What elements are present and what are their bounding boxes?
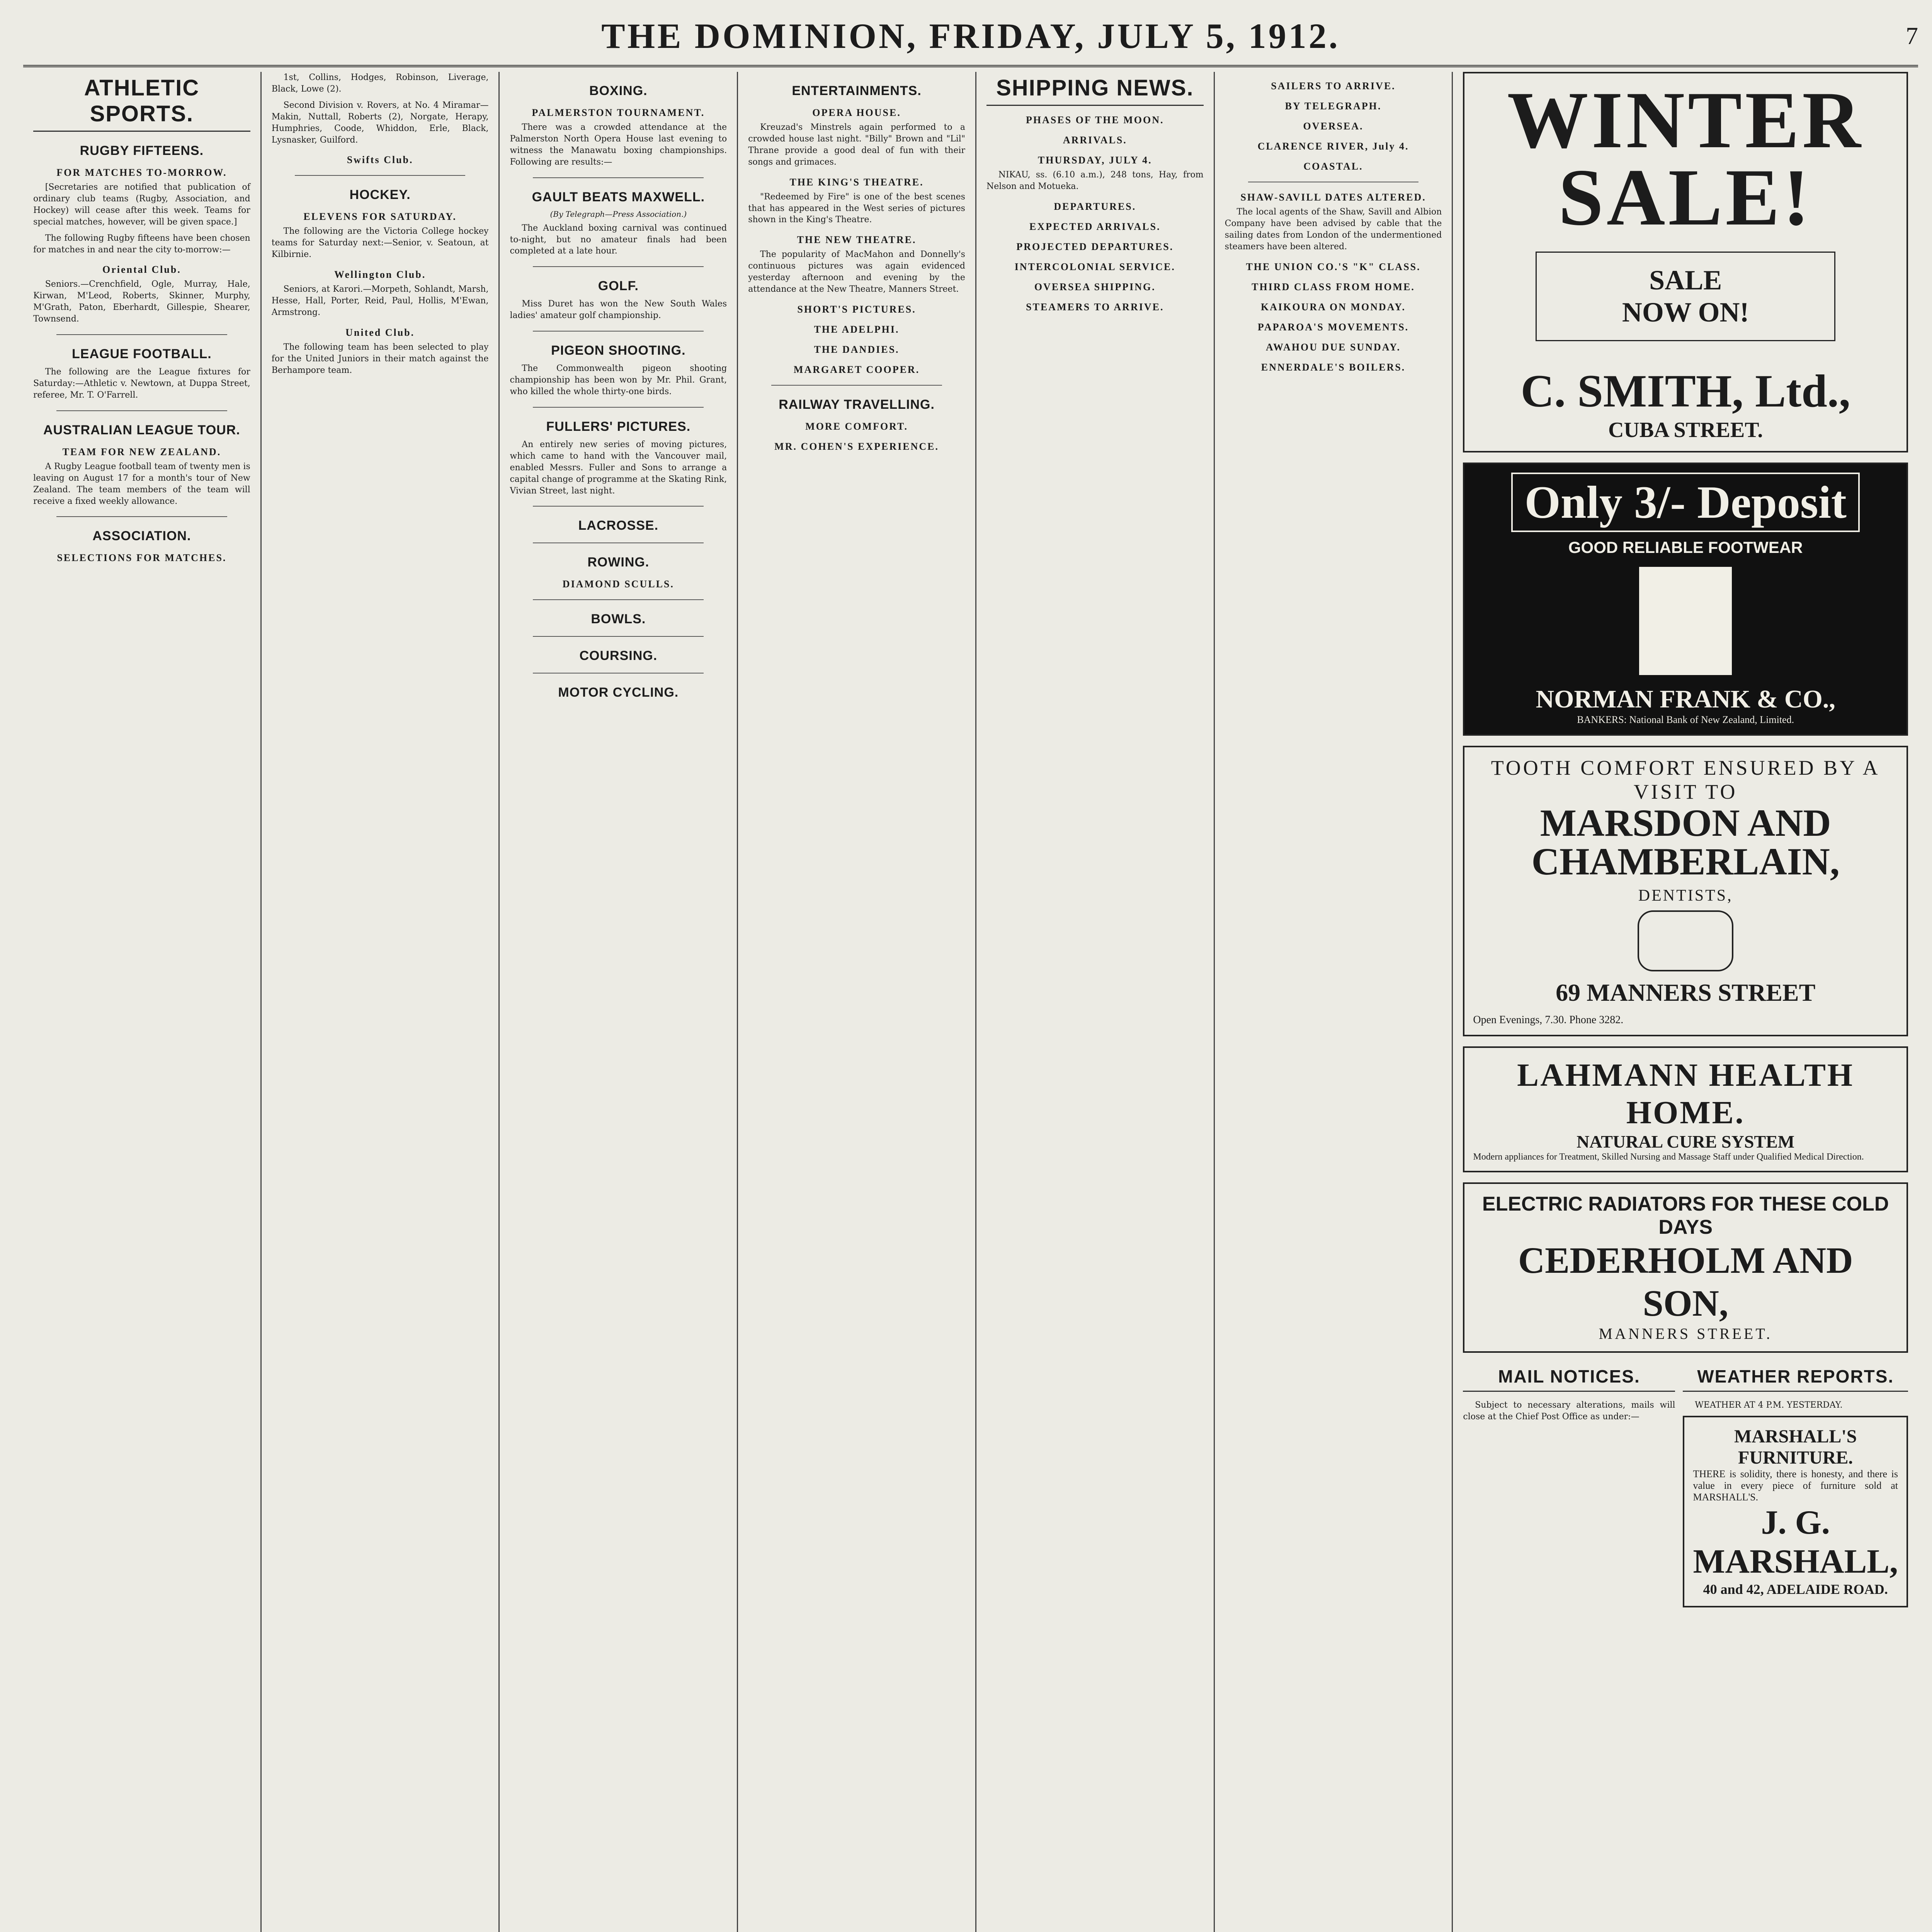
article-subheading: KAIKOURA ON MONDAY.: [1261, 301, 1406, 313]
advert-firm: NORMAN FRANK & CO.,: [1536, 685, 1835, 713]
article-subheading: PROJECTED DEPARTURES.: [1016, 241, 1174, 252]
advert-footwear: [1463, 463, 1908, 736]
paragraph: Subject to necessary alterations, mails will close at the Chief Post Office as under:—: [1463, 1400, 1675, 1422]
paragraph: Second Division v. Rovers, at No. 4 Miramar—Makin, Nuttall, Roberts (2), Norgate, Herapy, Humphries, Coode, Whiddon, Erle, Black, Lysnasker, Guilford.: [271, 100, 489, 145]
paragraph: The following are the League fixtures for Saturday:—Athletic v. Newtown, at Duppa Street, referee, Mr. T. O'Farrell.: [33, 367, 250, 400]
paragraph: An entirely new series of moving pictures, which came to hand with the Vancouver mail, enabled Messrs. Fuller and Sons to arrange a capital change of programme at the Skating Rink, Vivian Street, last night.: [510, 439, 727, 496]
divider: [533, 177, 704, 178]
advert-headline: WINTER SALE!: [1507, 75, 1864, 242]
advert-subheadline: GOOD RELIABLE FOOTWEAR: [1568, 538, 1803, 556]
advert-body: Modern appliances for Treatment, Skilled Nursing and Massage Staff under Qualified Medical Direction.: [1473, 1152, 1864, 1162]
advert-fineprint: Open Evenings, 7.30. Phone 3282.: [1473, 1014, 1624, 1026]
section-heading: SHIPPING NEWS.: [986, 75, 1204, 106]
club-heading: Oriental Club.: [102, 264, 181, 276]
page-number: 7: [1905, 22, 1918, 49]
column-4: [738, 72, 976, 1932]
paragraph: 1st, Collins, Hodges, Robinson, Liverage, Black, Lowe (2).: [271, 73, 489, 94]
article-heading: ROWING.: [587, 555, 650, 570]
divider: [533, 506, 704, 507]
article-heading: LACROSSE.: [578, 518, 659, 533]
article-subheading: ARRIVALS.: [1063, 134, 1127, 146]
advert-box: [1536, 252, 1835, 341]
paragraph: A Rugby League football team of twenty men is leaving on August 17 for a month's tour of New Zealand. The team members of the team will receive a fixed weekly allowance.: [33, 461, 250, 506]
article-heading: ENTERTAINMENTS.: [792, 83, 922, 98]
wire-credit: (By Telegraph—Press Association.): [550, 209, 687, 219]
article-heading: LEAGUE FOOTBALL.: [72, 347, 212, 362]
paragraph: Kreuzad's Minstrels again performed to a crowded house last night. "Billy" Brown and "Lil" Thrane provide a good deal of fun with their songs and grimaces.: [748, 122, 965, 167]
advert-address: CUBA STREET.: [1608, 418, 1763, 442]
article-subheading: AWAHOU DUE SUNDAY.: [1266, 341, 1401, 353]
advert-dentists: [1463, 746, 1908, 1036]
advert-address: MANNERS STREET.: [1599, 1325, 1772, 1342]
advert-firm: J. G. MARSHALL,: [1693, 1503, 1898, 1580]
paragraph: The Commonwealth pigeon shooting championship has been won by Mr. Phil. Grant, who killed the whole thirty-one birds.: [510, 364, 727, 396]
divider: [533, 636, 704, 637]
weather-reports: [1683, 1363, 1908, 1617]
divider: [533, 407, 704, 408]
divider: [295, 175, 466, 176]
article-subheading: ENNERDALE'S BOILERS.: [1261, 361, 1406, 373]
column-6: [1215, 72, 1453, 1932]
article-heading: AUSTRALIAN LEAGUE TOUR.: [43, 422, 240, 437]
advert-address: 69 MANNERS STREET: [1556, 979, 1816, 1006]
article-heading: MOTOR CYCLING.: [558, 685, 679, 700]
date-heading: CLARENCE RIVER, July 4.: [1257, 141, 1409, 152]
club-heading: United Club.: [345, 327, 415, 338]
advert-headline: MARSHALL'S FURNITURE.: [1734, 1426, 1857, 1468]
article-subheading: SELECTIONS FOR MATCHES.: [57, 552, 227, 564]
paragraph: There was a crowded attendance at the Palmerston North Opera House last evening to witness the Manawatu boxing championships. Following are results:—: [510, 122, 727, 167]
teeth-icon: [1638, 910, 1733, 971]
mail-notices: [1463, 1363, 1675, 1617]
article-heading: ASSOCIATION.: [92, 529, 191, 544]
club-heading: Wellington Club.: [334, 269, 426, 281]
article-heading: RUGBY FIFTEENS.: [80, 143, 204, 158]
article-subheading: STEAMERS TO ARRIVE.: [1026, 301, 1164, 313]
article-subheading: THIRD CLASS FROM HOME.: [1252, 281, 1415, 293]
advert-furniture: [1683, 1416, 1908, 1607]
article-subheading: THE ADELPHI.: [814, 323, 900, 335]
paragraph: WEATHER AT 4 P.M. YESTERDAY.: [1695, 1400, 1843, 1410]
club-heading: Swifts Club.: [347, 154, 413, 166]
advert-winter-sale: [1463, 72, 1908, 452]
section-heading: WEATHER REPORTS.: [1683, 1366, 1908, 1392]
article-subheading: SHAW-SAVILL DATES ALTERED.: [1240, 192, 1426, 203]
paragraph: The popularity of MacMahon and Donnelly's continuous pictures was again evidenced yesterday afternoon and evening by the attendance at the New Theatre, Manners Street.: [748, 250, 965, 294]
article-heading: BOXING.: [589, 83, 648, 98]
article-heading: HOCKEY.: [349, 187, 411, 202]
advert-headline: ELECTRIC RADIATORS FOR THESE COLD DAYS: [1482, 1193, 1889, 1238]
divider: [56, 334, 227, 335]
paragraph: The following team has been selected to play for the United Juniors in their match against the Berhampore team.: [271, 342, 489, 375]
article-subheading: INTERCOLONIAL SERVICE.: [1014, 261, 1175, 272]
article-heading: COURSING.: [579, 648, 658, 663]
article-subheading: FOR MATCHES TO-MORROW.: [56, 167, 227, 178]
article-subheading: THE NEW THEATRE.: [797, 234, 917, 246]
advert-firm: CEDERHOLM AND SON,: [1518, 1240, 1853, 1324]
article-subheading: THE UNION CO.'S "K" CLASS.: [1246, 261, 1421, 272]
divider: [533, 331, 704, 332]
article-subheading: DIAMOND SCULLS.: [562, 578, 674, 590]
divider: [56, 516, 227, 517]
advert-firm: MARSDON AND CHAMBERLAIN,: [1531, 801, 1840, 883]
article-subheading: BY TELEGRAPH.: [1285, 100, 1382, 112]
article-heading: RAILWAY TRAVELLING.: [779, 397, 935, 412]
article-subheading: MR. COHEN'S EXPERIENCE.: [774, 440, 939, 452]
article-subheading: DEPARTURES.: [1054, 201, 1136, 212]
newspaper-title: THE DOMINION, FRIDAY, JULY 5, 1912.: [601, 16, 1340, 56]
advert-headline: Only 3/- Deposit: [1511, 473, 1859, 532]
article-subheading: OPERA HOUSE.: [812, 107, 901, 118]
masthead: [23, 7, 1918, 67]
paragraph: Miss Duret has won the New South Wales ladies' amateur golf championship.: [510, 299, 727, 321]
paragraph: NIKAU, ss. (6.10 a.m.), 248 tons, Hay, from Nelson and Motueka.: [986, 170, 1204, 191]
advert-headline: LAHMANN HEALTH HOME.: [1517, 1057, 1854, 1131]
article-heading: PIGEON SHOOTING.: [551, 343, 686, 358]
article-subheading: ELEVENS FOR SATURDAY.: [303, 211, 457, 223]
divider: [771, 385, 942, 386]
paragraph: Seniors.—Crenchfield, Ogle, Murray, Hale, Kirwan, M'Leod, Roberts, Skinner, Murphy, M'Grath, Paton, Eberhardt, Gillespie, Shearer, Townsend.: [33, 279, 250, 324]
column-2: [262, 72, 500, 1932]
column-5: [976, 72, 1215, 1932]
date-heading: THURSDAY, JULY 4.: [1037, 155, 1152, 166]
article-subheading: MARGARET COOPER.: [793, 364, 920, 375]
divider: [533, 599, 704, 600]
article-subheading: PAPAROA'S MOVEMENTS.: [1257, 321, 1409, 333]
column-1: [23, 72, 262, 1932]
column-3: [500, 72, 738, 1932]
advert-sale-label: SALE: [1649, 265, 1722, 296]
article-subheading: COASTAL.: [1303, 161, 1363, 172]
paragraph: [Secretaries are notified that publication of ordinary club teams (Rugby, Association, and Hockey) will cease after this week. Teams for special matches, however, will be given space.]: [33, 182, 250, 227]
boot-icon: [1639, 567, 1732, 675]
article-subheading: OVERSEA SHIPPING.: [1034, 281, 1156, 293]
article-subheading: THE KING'S THEATRE.: [789, 176, 924, 188]
paragraph: The following Rugby fifteens have been chosen for matches in and near the city to-morrow:—: [33, 233, 250, 255]
article-subheading: SAILERS TO ARRIVE.: [1271, 80, 1396, 92]
article-heading: GOLF.: [598, 279, 639, 294]
section-heading: ATHLETIC SPORTS.: [33, 75, 250, 132]
advert-health-home: [1463, 1046, 1908, 1172]
article-subheading: OVERSEA.: [1303, 121, 1364, 132]
paragraph: "Redeemed by Fire" is one of the best scenes that has appeared in the West series of pictures shown in the King's Theatre.: [748, 192, 965, 225]
advert-profession: DENTISTS,: [1638, 887, 1733, 905]
article-subheading: THE DANDIES.: [814, 344, 900, 355]
paragraph: The local agents of the Shaw, Savill and Albion Company have been advised by cable that the sailing dates from London of the undermentioned steamers have been altered.: [1225, 207, 1442, 252]
columns: [23, 72, 1918, 1932]
paragraph: Seniors, at Karori.—Morpeth, Sohlandt, Marsh, Hesse, Hall, Porter, Reid, Paul, Hollis, M'Ewan, Armstrong.: [271, 284, 489, 317]
column-7-ads: [1453, 72, 1918, 1932]
advert-address: 40 and 42, ADELAIDE ROAD.: [1703, 1581, 1888, 1597]
article-subheading: TEAM FOR NEW ZEALAND.: [62, 446, 221, 457]
divider: [533, 266, 704, 267]
section-heading: MAIL NOTICES.: [1463, 1366, 1675, 1392]
article-subheading: PHASES OF THE MOON.: [1026, 114, 1164, 126]
advert-body: THERE is solidity, there is honesty, and there is value in every piece of furniture sold at MARSHALL'S.: [1693, 1468, 1898, 1503]
paragraph: The Auckland boxing carnival was continued to-night, but no amateur finals had been completed at a late hour.: [510, 223, 727, 256]
article-subheading: MORE COMFORT.: [805, 420, 908, 432]
advert-radiators: [1463, 1182, 1908, 1353]
advert-headline: TOOTH COMFORT ENSURED BY A VISIT TO: [1491, 756, 1880, 803]
article-subheading: PALMERSTON TOURNAMENT.: [532, 107, 705, 118]
advert-firm: C. SMITH, Ltd.,: [1520, 365, 1850, 417]
article-heading: FULLERS' PICTURES.: [546, 419, 691, 434]
article-subheading: SHORT'S PICTURES.: [797, 303, 916, 315]
notices-row: [1463, 1363, 1908, 1617]
paragraph: The following are the Victoria College hockey teams for Saturday next:—Senior, v. Seatoun, at Kilbirnie.: [271, 226, 489, 260]
advert-now-on-label: NOW ON!: [1622, 297, 1749, 328]
article-heading: BOWLS.: [591, 612, 646, 627]
divider: [56, 410, 227, 411]
article-heading: GAULT BEATS MAXWELL.: [532, 189, 705, 204]
article-subheading: EXPECTED ARRIVALS.: [1029, 221, 1161, 232]
advert-fineprint: BANKERS: National Bank of New Zealand, Limited.: [1577, 714, 1794, 725]
advert-subheadline: NATURAL CURE SYSTEM: [1577, 1132, 1795, 1151]
